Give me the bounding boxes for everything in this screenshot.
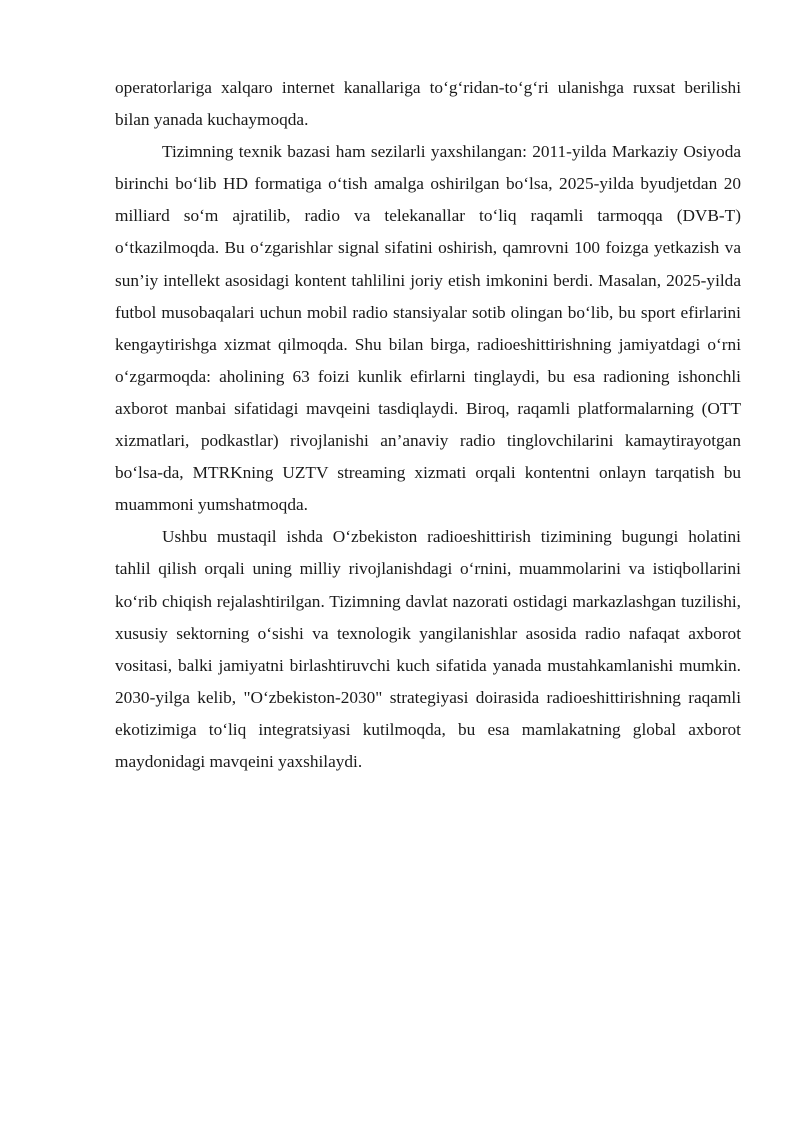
paragraph-research-aim: Ushbu mustaqil ishda O‘zbekiston radioeshittirish tizimining bugungi holatini tahlil qilish orqali uning milliy rivojlanishdagi o‘rnini, muammolarini va istiqbollarini ko‘rib chiqish rejalashtirilgan. Tizimning davlat nazorati ostidagi markazlashgan tuzilishi, xususiy sektorning o‘sishi va texnologik yangilanishlar asosida radio nafaqat axborot vositasi, balki jamiyatni birlashtiruvchi kuch sifatida yanada mustahkamlanishi mumkin. 2030-yilga kelib, "O‘zbekiston-2030" strategiyasi doirasida radioeshittirishning raqamli ekotizimiga to‘liq integratsiyasi kutilmoqda, bu esa mamlakatning global axborot maydonidagi mavqeini yaxshilaydi. xyxy=(115,527,741,771)
paragraph-continuation: operatorlariga xalqaro internet kanallariga to‘g‘ridan-to‘g‘ri ulanishga ruxsat berilishi bilan yanada kuchaymoqda. xyxy=(115,78,741,130)
document-page xyxy=(115,72,741,778)
paragraph-technical-base: Tizimning texnik bazasi ham sezilarli yaxshilangan: 2011-yilda Markaziy Osiyoda birinchi bo‘lib HD formatiga o‘tish amalga oshirilgan bo‘lsa, 2025-yilda byudjetdan 20 milliard so‘m ajratilib, radio va telekanallar to‘liq raqamli tarmoqqa (DVB-T) o‘tkazilmoqda. Bu o‘zgarishlar signal sifatini oshirish, qamrovni 100 foizga yetkazish va sun’iy intellekt asosidagi kontent tahlilini joriy etish imkonini berdi. Masalan, 2025-yilda futbol musobaqalari uchun mobil radio stansiyalar sotib olingan bo‘lib, bu sport efirlarini kengaytirishga xizmat qilmoqda. Shu bilan birga, radioeshittirishning jamiyatdagi o‘rni o‘zgarmoqda: aholining 63 foizi kunlik efirlarni tinglaydi, bu esa radioning ishonchli axborot manbai sifatidagi mavqeini tasdiqlaydi. Biroq, raqamli platformalarning (OTT xizmatlari, podkastlar) rivojlanishi an’anaviy radio tinglovchilarini kamaytirayotgan bo‘lsa-da, MTRKning UZTV streaming xizmati orqali kontentni onlayn tarqatish bu muammoni yumshatmoqda. xyxy=(115,142,741,515)
